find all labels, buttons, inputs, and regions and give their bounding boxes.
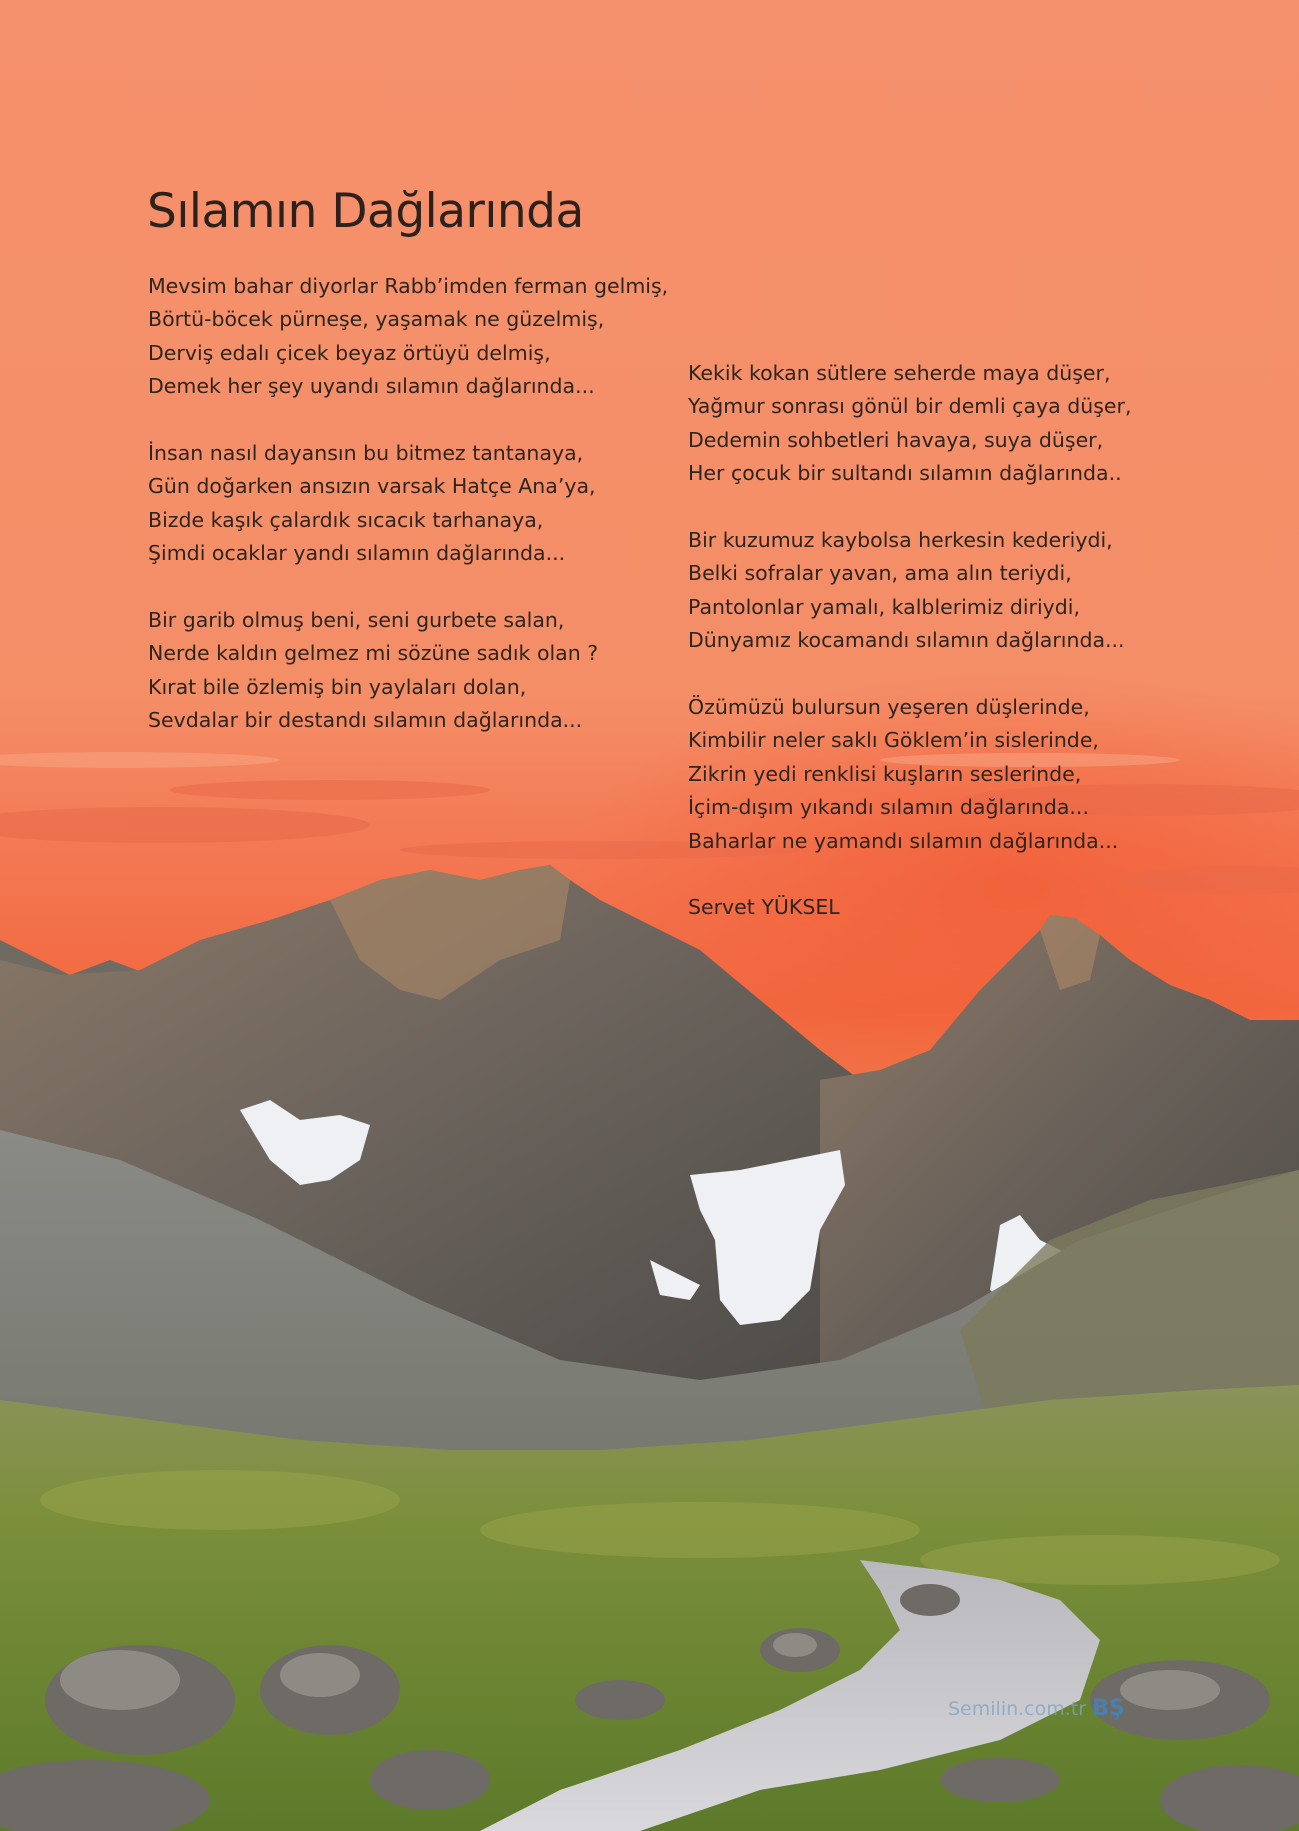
- poem-line: Bir garib olmuş beni, seni gurbete salan,: [148, 608, 565, 633]
- poem-title: Sılamın Dağlarında: [147, 184, 584, 239]
- poem-line: Mevsim bahar diyorlar Rabb’imden ferman gelmiş,: [148, 274, 669, 298]
- poem-stanza: [148, 270, 668, 404]
- poem-line: Baharlar ne yamandı sılamın dağlarında...: [688, 828, 1119, 853]
- poem-line: Börtü-böcek pürneşe, yaşamak ne güzelmiş,: [148, 307, 605, 332]
- poem-stanza: [688, 691, 1131, 858]
- poem-line: Belki sofralar yavan, ama alın teriydi,: [688, 561, 1072, 586]
- poem-line: Dedemin sohbetleri havaya, suya düşer,: [688, 427, 1104, 452]
- poem-left-column: [148, 270, 668, 771]
- poem-stanza: [148, 437, 668, 571]
- poem-line: Dünyamız kocamandı sılamın dağlarında...: [688, 628, 1125, 653]
- poem-line: İçim-dışım yıkandı sılamın dağlarında...: [688, 795, 1089, 820]
- poem-line: Kırat bile özlemiş bin yaylaları dolan,: [148, 674, 527, 699]
- watermark-text: Semilin.com.tr: [948, 1698, 1087, 1720]
- poem-line: Derviş edalı çicek beyaz örtüyü delmiş,: [148, 340, 551, 365]
- poem-stanza: [688, 357, 1131, 491]
- poem-line: Yağmur sonrası gönül bir demli çaya düşer,: [688, 394, 1132, 419]
- poem-author: Servet YÜKSEL: [688, 895, 840, 920]
- poem-line: Şimdi ocaklar yandı sılamın dağlarında...: [148, 541, 566, 566]
- poem-line: Demek her şey uyandı sılamın dağlarında...: [148, 374, 595, 399]
- publisher-watermark: [948, 1696, 1125, 1721]
- poem-line: Pantolonlar yamalı, kalblerimiz diriydi,: [688, 594, 1081, 619]
- poem-stanza: [148, 604, 668, 738]
- poem-right-column: [688, 357, 1131, 925]
- watermark-logo-mark: BŞ: [1092, 1696, 1125, 1721]
- poem-line: Bir kuzumuz kaybolsa herkesin kederiydi,: [688, 528, 1113, 553]
- poem-line: Sevdalar bir destandı sılamın dağlarında...: [148, 708, 583, 733]
- poem-stanza: [688, 524, 1131, 658]
- poem-line: Nerde kaldın gelmez mi sözüne sadık olan ?: [148, 641, 599, 666]
- poem-line: Özümüzü bulursun yeşeren düşlerinde,: [688, 695, 1090, 720]
- poem-line: Bizde kaşık çalardık sıcacık tarhanaya,: [148, 507, 544, 532]
- poem-line: Zikrin yedi renklisi kuşların seslerinde,: [688, 761, 1082, 786]
- poem-line: Kekik kokan sütlere seherde maya düşer,: [688, 361, 1111, 385]
- poem-line: Her çocuk bir sultandı sılamın dağlarında..: [688, 461, 1122, 486]
- poem-line: İnsan nasıl dayansın bu bitmez tantanaya,: [148, 441, 584, 466]
- poem-line: Kimbilir neler saklı Göklem’in sislerinde,: [688, 728, 1099, 753]
- poem-line: Gün doğarken ansızın varsak Hatçe Ana’ya,: [148, 474, 596, 499]
